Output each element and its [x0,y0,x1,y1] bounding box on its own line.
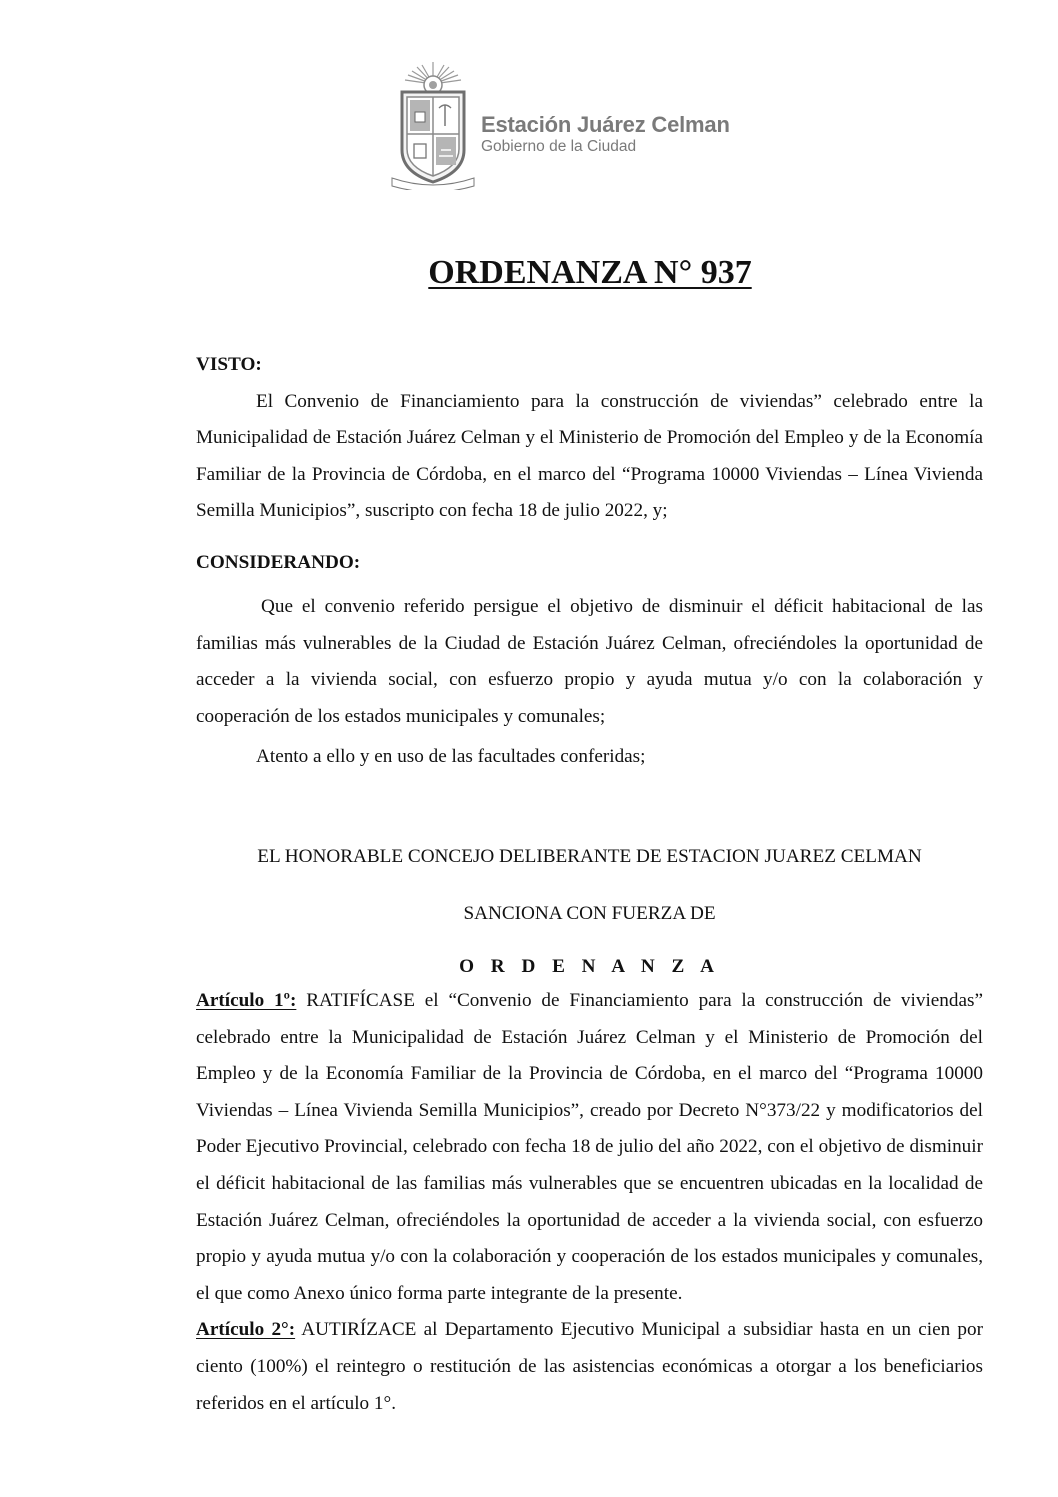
visto-heading: VISTO: [196,354,262,375]
organization-subtitle: Gobierno de la Ciudad [481,138,637,155]
visto-section [196,347,983,530]
council-line: EL HONORABLE CONCEJO DELIBERANTE DE ESTACION JUAREZ CELMAN [257,846,922,867]
visto-paragraph: El Convenio de Financiamiento para la construcción de viviendas” celebrado entre la Municipalidad de Estación Juárez Celman y el Ministerio de Promoción del Empleo y de la Economía Familiar de la Provincia de Córdoba, en el marco del “Programa 10000 Viviendas – Línea Vivienda Semilla Municipios”, suscripto con fecha 18 de julio 2022, y; [196,390,983,522]
considerando-body [196,589,983,776]
article-1-text: RATIFÍCASE el “Convenio de Financiamiento para la construcción de viviendas” celebrado entre la Municipalidad de Estación Juárez Celman y el Ministerio de Promoción del Empleo y de la Economía Familiar de la Provincia de Córdoba, en el marco del “Programa 10000 Viviendas – Línea Vivienda Semilla Municipios”, creado por Decreto N°373/22 y modificatorios del Poder Ejecutivo Provincial, celebrado con fecha 18 de julio del año 2022, con el objetivo de disminuir el déficit habitacional de las familias más vulnerables que se encuentren ubicadas en la localidad de Estación Juárez Celman, ofreciéndoles la oportunidad de acceder a la vivienda social, con esfuerzo propio y ayuda mutua y/o con la colaboración y cooperación de los estados municipales y comunales, el que como Anexo único forma parte integrante de la presente. [196,990,983,1304]
article-1-label: Artículo 1º: [196,990,297,1011]
ordinance-heading: O R D E N A N Z A [459,956,720,978]
city-crest-logo [388,60,478,190]
considerando-section [196,545,983,582]
considerando-paragraph: Que el convenio referido persigue el objetivo de disminuir el déficit habitacional de las familias más vulnerables de la Ciudad de Estación Juárez Celman, ofreciéndoles la oportunidad de acceder a la vivienda social, con esfuerzo propio y ayuda mutua y/o con la colaboración y cooperación de los estados municipales y comunales; [196,596,983,727]
sanction-line: SANCIONA CON FUERZA DE [463,902,716,924]
letterhead [481,112,730,156]
considerando-heading: CONSIDERANDO: [196,552,361,573]
considerando-closing: Atento a ello y en uso de las facultades conferidas; [256,746,646,768]
article-2 [196,1312,983,1422]
articles-section [196,983,983,1422]
article-2-text: AUTIRÍZACE al Departamento Ejecutivo Municipal a subsidiar hasta en un cien por ciento (100%) el reintegro o restitución de las asistencias económicas a otorgar a los beneficiarios referidos en el artículo 1°. [196,1319,983,1414]
document-title: ORDENANZA N° 937 [428,254,752,291]
article-2-label: Artículo 2°: [196,1319,296,1341]
article-1 [196,983,983,1312]
sanction-block [196,839,983,986]
organization-name: Estación Juárez Celman [481,112,730,137]
